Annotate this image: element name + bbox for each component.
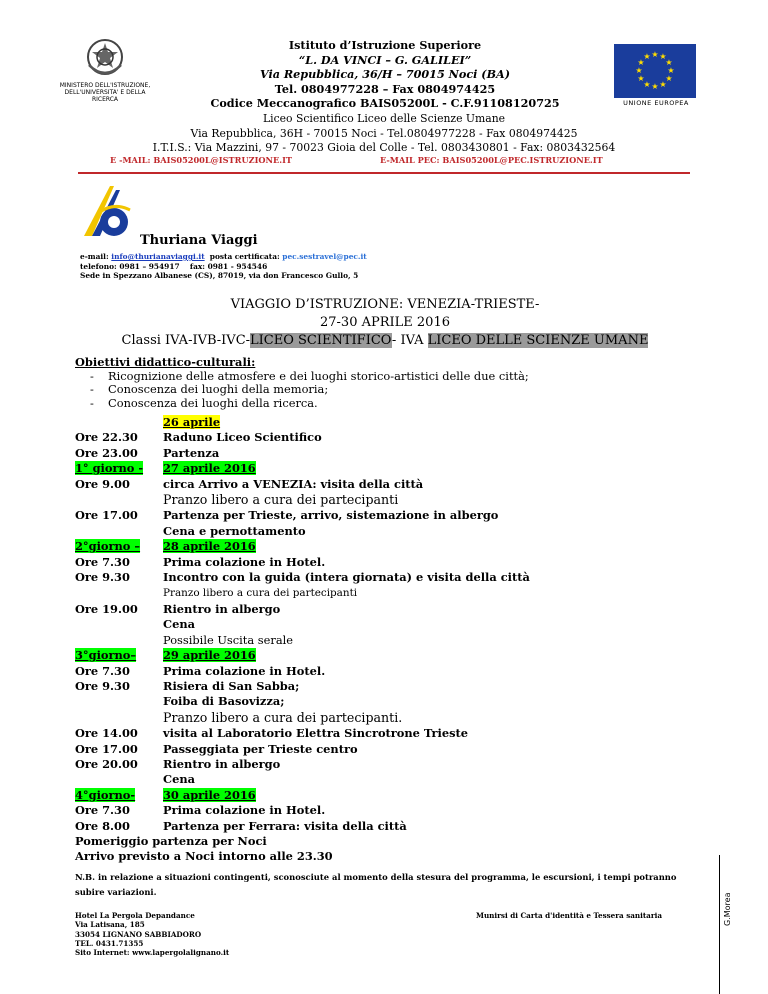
objective-item: - Ricognizione delle atmosfere e dei luoghi storico-artistici delle due città;	[90, 368, 529, 383]
agency-name: Thuriana Viaggi	[140, 233, 258, 248]
schedule-time: Ore 8.00	[75, 818, 130, 833]
schedule-row	[75, 477, 715, 492]
schedule-row	[75, 570, 715, 585]
schedule-row	[75, 664, 715, 679]
schedule-desc: Incontro con la guida (intera giornata) e visita della città	[163, 570, 530, 585]
schedule-time	[75, 492, 163, 508]
institute-email-link[interactable]: E -MAIL: BAIS05200L@ISTRUZIONE.IT	[110, 155, 293, 165]
svg-text:★: ★	[637, 74, 645, 83]
schedule-desc: Prima colazione in Hotel.	[163, 803, 326, 818]
schedule-desc: 28 aprile 2016	[163, 539, 256, 554]
schedule-desc: Pomeriggio partenza per Noci	[75, 833, 267, 848]
day-label: 3°giorno–	[75, 648, 137, 663]
schedule-row	[75, 585, 715, 601]
day-label: 1° giorno -	[75, 461, 144, 476]
signature: G.Morea	[723, 892, 732, 926]
schedule-time	[75, 772, 163, 787]
institute-info	[90, 112, 678, 156]
highlight-human-sciences: LICEO DELLE SCIENZE UMANE	[427, 332, 649, 348]
schedule-row	[75, 524, 715, 539]
schedule-desc: Pranzo libero a cura dei partecipanti	[163, 492, 399, 508]
schedule-desc: Partenza	[163, 445, 220, 460]
schedule-row	[75, 803, 715, 818]
schedule-time	[75, 617, 163, 632]
highlight-scientific: LICEO SCIENTIFICO	[250, 332, 392, 348]
schedule-time: Ore 17.00	[75, 508, 138, 523]
school-line: Tel. 0804977228 – Fax 0804974425	[274, 81, 496, 96]
schedule-desc: Partenza per Ferrara: visita della città	[163, 818, 407, 833]
schedule-row	[75, 446, 715, 461]
schedule-row	[75, 430, 715, 445]
svg-text:★: ★	[659, 52, 667, 61]
schedule-row	[75, 694, 715, 709]
schedule-time: Ore 23.00	[75, 445, 138, 460]
schedule-row	[75, 492, 715, 508]
eu-flag-icon	[614, 44, 696, 98]
svg-text:★: ★	[651, 82, 659, 91]
schedule-row	[75, 617, 715, 632]
objective-text: Conoscenza dei luoghi della ricerca.	[108, 395, 318, 410]
schedule-desc: circa Arrivo a VENEZIA: visita della città	[163, 476, 424, 491]
schedule-time	[75, 710, 163, 726]
schedule-time	[75, 585, 163, 601]
schedule-desc: Foiba di Basovizza;	[163, 694, 285, 709]
hotel-line: TEL. 0431.71355	[75, 938, 144, 948]
svg-text:★: ★	[659, 80, 667, 89]
schedule-row	[75, 710, 715, 726]
schedule-time	[75, 633, 163, 648]
schedule-time: Ore 7.30	[75, 803, 130, 818]
schedule-row	[75, 648, 715, 663]
svg-text:★: ★	[665, 74, 673, 83]
schedule-time: Ore 9.30	[75, 570, 130, 585]
day-label: 2°giorno –	[75, 539, 141, 554]
schedule-desc: Partenza per Trieste, arrivo, sistemazione in albergo	[163, 508, 499, 523]
schedule-desc: visita al Laboratorio Elettra Sincrotrone Trieste	[163, 726, 469, 741]
objectives	[75, 356, 695, 410]
schedule-row	[75, 461, 715, 476]
schedule-time	[75, 694, 163, 709]
schedule-desc: Risiera di San Sabba;	[163, 678, 300, 693]
hotel-line: Hotel La Pergola Depandance	[75, 911, 195, 920]
schedule-time: Ore 9.00	[75, 476, 130, 491]
agency-pec-link[interactable]: pec.sestravel@pec.it	[282, 252, 367, 261]
svg-text:★: ★	[665, 58, 673, 67]
schedule	[75, 415, 715, 865]
agency-contact	[80, 252, 680, 281]
title-dates: 27-30 APRILE 2016	[319, 314, 450, 330]
agency-phone: telefono: 0981 – 954917 fax: 0981 - 954546	[80, 261, 268, 271]
svg-text:★: ★	[643, 52, 651, 61]
svg-text:★: ★	[643, 80, 651, 89]
margin-line	[719, 855, 720, 994]
schedule-row	[75, 834, 715, 849]
thuriana-logo-icon	[80, 182, 136, 240]
school-line: Via Repubblica, 36/H – 70015 Noci (BA)	[259, 67, 511, 82]
schedule-desc: Cena	[163, 772, 195, 787]
schedule-desc: Passeggiata per Trieste centro	[163, 741, 358, 756]
email-row	[110, 155, 670, 165]
classes-text: - IVA	[391, 332, 428, 348]
schedule-row	[75, 788, 715, 803]
documents-note: Munirsi di Carta d'identità e Tessera sanitaria	[476, 911, 663, 920]
schedule-row	[75, 742, 715, 757]
schedule-row	[75, 726, 715, 741]
schedule-desc: 29 aprile 2016	[163, 648, 256, 663]
schedule-desc: Prima colazione in Hotel.	[163, 554, 326, 569]
schedule-desc: Cena	[163, 617, 195, 632]
schedule-row	[75, 415, 715, 430]
schedule-row	[75, 633, 715, 648]
schedule-row	[75, 508, 715, 523]
schedule-time: Ore 19.00	[75, 601, 138, 616]
schedule-time	[75, 524, 163, 539]
schedule-desc: Raduno Liceo Scientifico	[163, 430, 322, 445]
schedule-desc: Pranzo libero a cura dei partecipanti.	[163, 709, 403, 725]
ministry-label: MINISTERO DELL'ISTRUZIONE, DELL'UNIVERSITA' E DELLA RICERCA	[59, 82, 151, 103]
schedule-desc: Rientro in albergo	[163, 601, 281, 616]
schedule-time: Ore 7.30	[75, 554, 130, 569]
schedule-row	[75, 757, 715, 772]
schedule-time	[75, 539, 163, 554]
schedule-desc: 30 aprile 2016	[163, 787, 256, 802]
schedule-desc: Possibile Uscita serale	[163, 632, 293, 647]
schedule-time	[75, 461, 163, 476]
info-line: Liceo Scientifico Liceo delle Scienze Umane	[262, 112, 506, 125]
school-line: Istituto d’Istruzione Superiore	[288, 38, 482, 52]
italian-republic-emblem-icon	[83, 35, 127, 81]
schedule-time: Ore 17.00	[75, 741, 138, 756]
schedule-row	[75, 849, 715, 864]
school-line: Codice Meccanografico BAIS05200L - C.F.91108120725	[210, 96, 560, 111]
agency-email-label: e-mail:	[80, 252, 112, 261]
schedule-time	[75, 648, 163, 663]
schedule-desc: Arrivo previsto a Noci intorno alle 23.30	[75, 849, 333, 864]
hotel-line: Sito Internet: www.lapergolalignano.it	[75, 948, 230, 958]
svg-text:★: ★	[635, 66, 643, 75]
school-header	[200, 38, 570, 111]
svg-text:★: ★	[667, 66, 675, 75]
schedule-time	[75, 415, 163, 430]
title-line: VIAGGIO D’ISTRUZIONE: VENEZIA-TRIESTE-	[230, 297, 540, 312]
title-classes	[90, 332, 680, 350]
note: N.B. in relazione a situazioni contingenti, sconosciute al momento della stesura del programma, le escursioni, i tempi potranno subire variazioni.	[75, 872, 677, 897]
institute-pec-link[interactable]: E-MAIL PEC: BAIS05200L@PEC.ISTRUZIONE.IT	[380, 155, 603, 165]
schedule-time: Ore 22.30	[75, 430, 138, 445]
objectives-heading: Obiettivi didattico-culturali:	[75, 355, 256, 369]
schedule-desc: Cena e pernottamento	[163, 523, 306, 538]
schedule-desc: Rientro in albergo	[163, 756, 281, 771]
eu-label: UNIONE EUROPEA	[623, 99, 689, 107]
hotel-line: 33054 LIGNANO SABBIADORO	[75, 929, 202, 939]
school-line: “L. DA VINCI – G. GALILEI”	[298, 52, 472, 67]
schedule-row	[75, 819, 715, 834]
hotel-line: Via Latisana, 185	[75, 920, 145, 930]
schedule-row	[75, 679, 715, 694]
schedule-time: Ore 9.30	[75, 678, 130, 693]
schedule-desc: Pranzo libero a cura dei partecipanti	[163, 587, 358, 600]
svg-text:★: ★	[637, 58, 645, 67]
classes-text: Classi IVA-IVB-IVC-	[121, 332, 251, 348]
schedule-desc: Prima colazione in Hotel.	[163, 663, 326, 678]
schedule-time	[75, 788, 163, 803]
objective-text: Ricognizione delle atmosfere e dei luoghi storico-artistici delle due città;	[108, 368, 529, 383]
schedule-time: Ore 7.30	[75, 663, 130, 678]
agency-pec-label: posta certificata:	[204, 252, 283, 261]
schedule-row	[75, 772, 715, 787]
schedule-time: Ore 14.00	[75, 726, 138, 741]
schedule-row	[75, 555, 715, 570]
day-label: 4°giorno-	[75, 787, 136, 802]
trip-title	[90, 296, 680, 349]
schedule-row	[75, 539, 715, 554]
schedule-row	[75, 602, 715, 617]
schedule-desc: 26 aprile	[163, 415, 221, 429]
info-line: Via Repubblica, 36H - 70015 Noci - Tel.0804977228 - Fax 0804974425	[190, 126, 578, 140]
agency-address: Sede in Spezzano Albanese (CS), 87019, via don Francesco Gullo, 5	[80, 271, 359, 280]
agency-email-link[interactable]: info@thurianaviaggi.it	[111, 252, 205, 261]
schedule-desc: 27 aprile 2016	[163, 461, 256, 476]
objective-item: - Conoscenza dei luoghi della ricerca.	[90, 395, 318, 410]
header-divider	[78, 172, 690, 174]
svg-text:★: ★	[651, 50, 659, 59]
info-line: I.T.I.S.: Via Mazzini, 97 - 70023 Gioia del Colle - Tel. 0803430801 - Fax: 0803432564	[152, 141, 616, 155]
objective-item: - Conoscenza dei luoghi della memoria;	[90, 382, 329, 397]
objective-text: Conoscenza dei luoghi della memoria;	[108, 382, 329, 397]
schedule-time: Ore 20.00	[75, 756, 138, 771]
hotel-info	[75, 911, 375, 957]
